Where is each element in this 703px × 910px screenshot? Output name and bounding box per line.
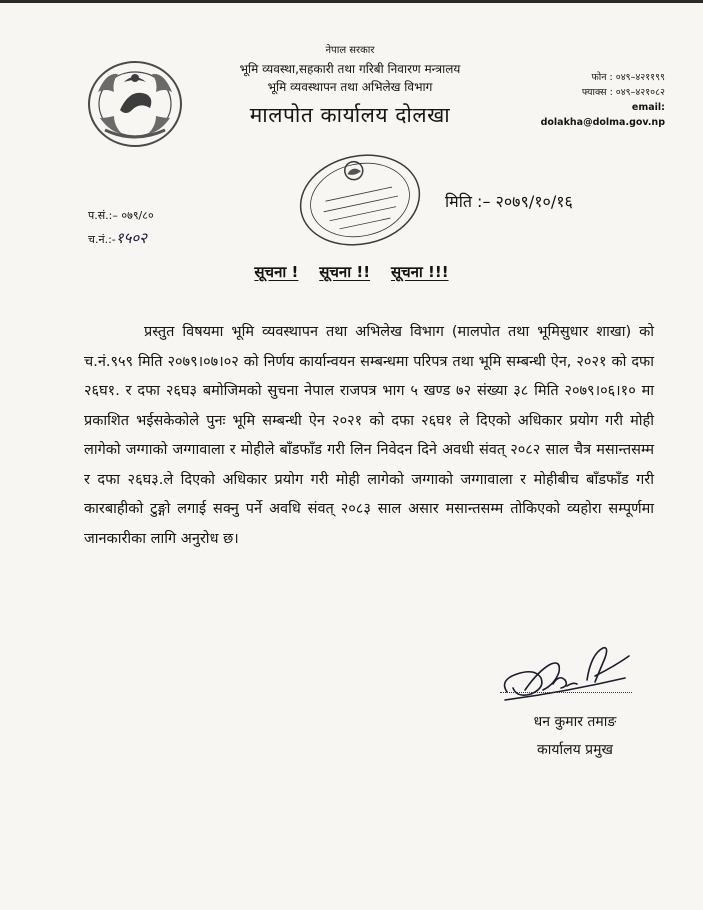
notice-heading: [0, 262, 703, 282]
signer-name: धन कुमार तमाङ: [533, 714, 617, 730]
notice-body: प्रस्तुत विषयमा भूमि व्यवस्थापन तथा अभिलेख विभाग (मालपोत तथा भूमिसुधार शाखा) को च.नं.९५९ मिति २०७९।०७।०२ को निर्णय कार्यान्वयन सम्बन्धमा परिपत्र तथा भूमि सम्बन्धी ऐन, २०२१ को दफा २६घ१. र दफा २६घ३ बमोजिमको सुचना नेपाल राजपत्र भाग ५ खण्ड ७२ संख्या ३८ मिति २०७९।०६।१० मा प्रकाशित भईसकेकोले पुनः भूमि सम्बन्धी ऐन २०२१ को दफा २६घ१ ले दिएको अधिकार प्रयोग गरी मोही लागेको जग्गाको जग्गावाला र मोहीले बाँडफाँड गरी लिन निवेदन दिने अवधी संवत् २०८२ साल चैत्र मसान्तसम्म र दफा २६घ३.ले दिएको अधिकार प्रयोग गरी मोही लागेको जग्गाको जग्गावाला र मोहीबीच बाँडफाँड गरी कारबाहीको टुङ्गो लगाई सक्नु पर्ने अवधि संवत् २०८३ साल असार मसान्तसम्म तोकिएको व्यहोरा सम्पूर्णमा जानकारीका लागि अनुरोध छ।: [84, 324, 654, 547]
email-label: email:: [631, 102, 665, 113]
notice-title-1: सूचना !: [254, 263, 299, 281]
notice-title-2: सूचना !!: [319, 263, 371, 281]
office-name: मालपोत कार्यालय दोलखा: [249, 103, 451, 127]
nepal-emblem-icon: [80, 52, 190, 152]
signature-line: [500, 690, 632, 693]
notice-title-3: सूचना !!!: [390, 263, 449, 281]
letter-date: मिति :– २०७९/१०/१६: [445, 192, 573, 211]
scan-edge: [0, 0, 703, 3]
email-address: dolakha@dolma.gov.np: [540, 117, 665, 128]
signature-icon: [495, 640, 635, 710]
dispatch-number: १५०२: [115, 229, 147, 247]
reference-block: [88, 205, 154, 251]
fiscal-year-ref: प.सं.:– ०७९/८०: [88, 209, 154, 222]
office-stamp-icon: [290, 148, 430, 252]
dispatch-ref: [88, 227, 154, 251]
government-name: नेपाल सरकार: [325, 45, 375, 56]
department-name: भूमि व्यवस्थापन तथा अभिलेख विभाग: [267, 80, 433, 94]
signer-title: कार्यालय प्रमुख: [537, 742, 613, 758]
fax-number: फ्याक्स : ०४९–४२१०८२: [581, 87, 665, 98]
signer-block: [480, 708, 670, 764]
phone-number: फोन : ०४९–४२११९९: [591, 72, 665, 83]
ministry-name: भूमि व्यवस्था,सहकारी तथा गरिबी निवारण मन्त्रालय: [239, 62, 461, 76]
contact-block: [505, 70, 665, 130]
letterhead: [200, 44, 500, 130]
dispatch-label: च.नं.:-: [88, 233, 116, 246]
